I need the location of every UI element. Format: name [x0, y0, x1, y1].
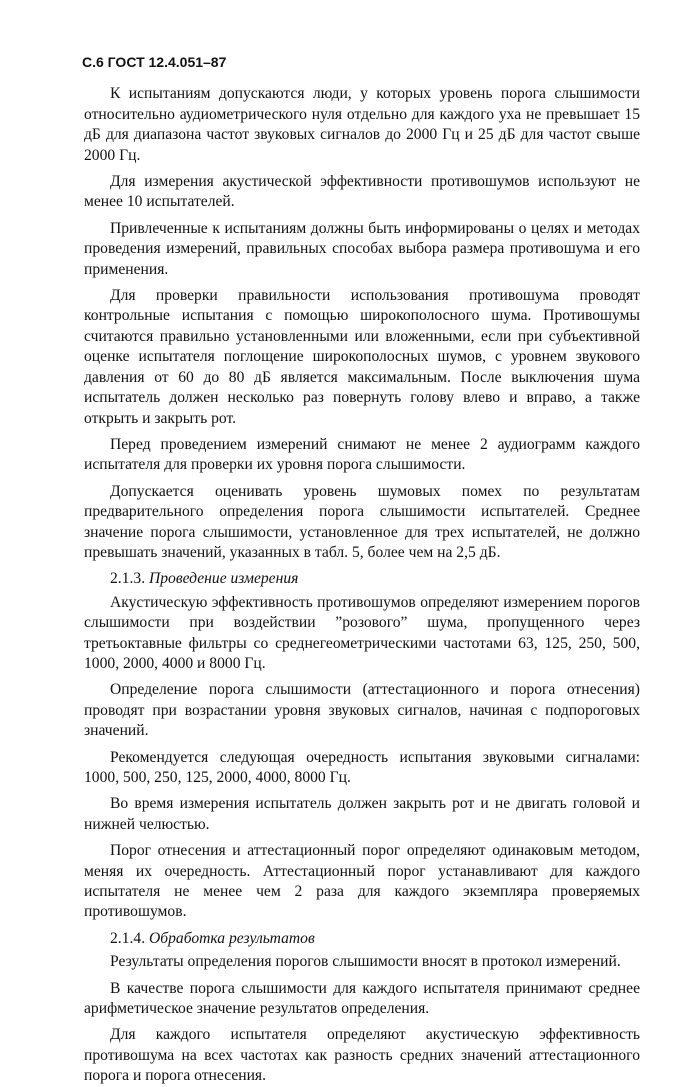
paragraph: Привлеченные к испытаниям должны быть информированы о целях и методах проведения измерений, правильных способах выбора размера противошума и его применения. — [84, 219, 640, 278]
paragraph: Результаты определения порогов слышимости вносят в протокол измерений. — [110, 953, 621, 971]
section-number: 2.1.4. — [110, 929, 146, 947]
paragraph: Допускается оценивать уровень шумовых помех по результатам предварительного определения порога слышимости испытателей. Среднее значение порога слышимости, установленное для трех испытателей, не должно превышать значений, указанных в табл. 5, более чем на 2,5 дБ. — [84, 482, 640, 561]
paragraph: В качестве порога слышимости для каждого испытателя принимают среднее арифметическое значение результатов определения. — [84, 979, 640, 1018]
section-title: Проведение измерения — [149, 570, 299, 588]
page-header: С.6 ГОСТ 12.4.051–87 — [82, 54, 227, 70]
paragraph: Для проверки правильности использования противошума проводят контрольные испытания с помощью широкополосного шума. Противошумы считаются правильно установленными или вложенными, если при субъективной оценке испытателя поглощение широкополосных шумов, с уровнем звукового давления от 60 до 80 дБ является максимальным. После выключения шума испытатель должен несколько раз повернуть голову влево и вправо, а также открыть и закрыть рот. — [84, 287, 640, 427]
paragraph: Порог отнесения и аттестационный порог определяют одинаковым методом, меняя их очередность. Аттестационный порог устанавливают для каждого испытателя не менее чем 2 раза для каждого экземпляра проверяемых противошумов. — [84, 842, 640, 921]
paragraph: Во время измерения испытатель должен закрыть рот и не двигать головой и нижней челюстью. — [84, 795, 640, 833]
paragraph: Перед проведением измерений снимают не менее 2 аудиограмм каждого испытателя для проверки их уровня порога слышимости. — [84, 435, 640, 474]
paragraph: Для измерения акустической эффективности противошумов используют не менее 10 испытателей. — [84, 173, 640, 211]
paragraph: Определение порога слышимости (аттестационного и порога отнесения) проводят при возрастании уровня звуковых сигналов, начиная с подпороговых значений. — [84, 681, 640, 740]
paragraph: К испытаниям допускаются люди, у которых уровень порога слышимости относительно аудиометрического нуля отдельно для каждого уха не превышает 15 дБ для диапазона частот звуковых сигналов до 2000 Гц и 25 дБ для частот свыше 2000 Гц. — [84, 85, 640, 164]
section-number: 2.1.3. — [110, 570, 146, 588]
paragraph: Для каждого испытателя определяют акустическую эффективность противошума на всех частотах как разность средних значений аттестационного порога и порога отнесения. — [84, 1026, 640, 1085]
paragraph: Акустическую эффективность противошумов определяют измерением порогов слышимости при воздействии ”розового” шума, пропущенного через третьоктавные фильтры со среднегеометрическими частотами 63, 125, 250, 500, 1000, 2000, 4000 и 8000 Гц. — [84, 593, 640, 672]
section-title: Обработка результатов — [149, 929, 315, 947]
section-heading-2-1-3 — [84, 569, 640, 589]
paragraph: Рекомендуется следующая очередность испытания звуковыми сигналами: 1000, 500, 250, 125, 2000, 4000, 8000 Гц. — [84, 748, 640, 786]
section-heading-2-1-4 — [84, 929, 640, 949]
